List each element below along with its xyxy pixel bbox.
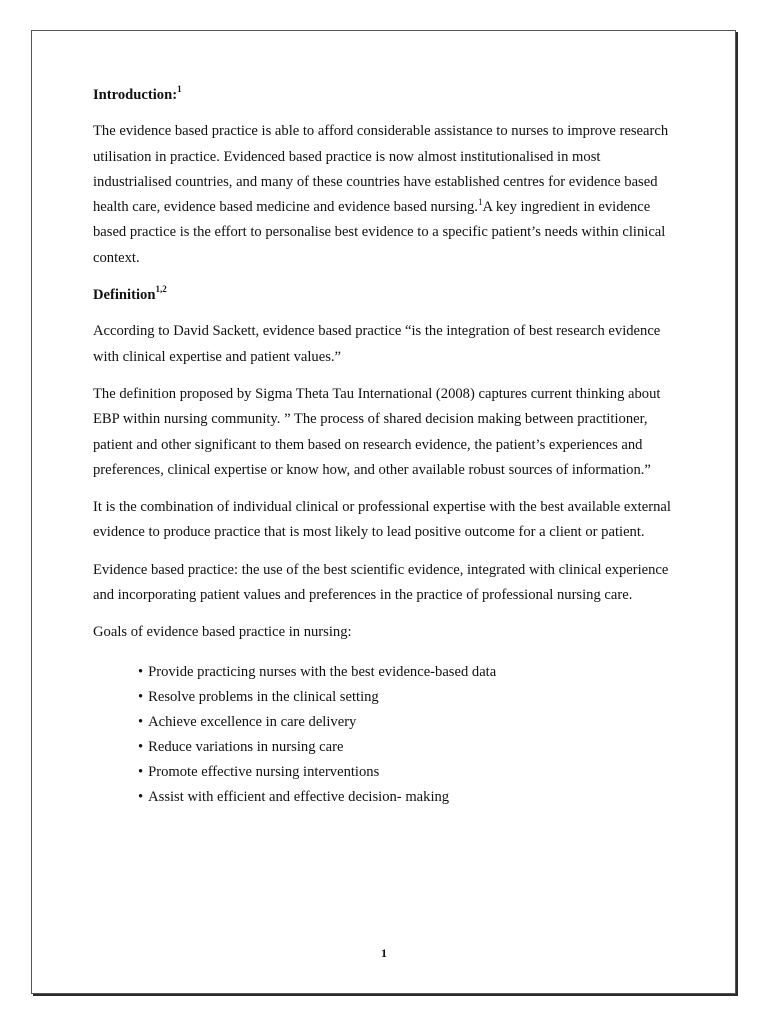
goal-item: • Assist with efficient and effective decision- making [138,785,673,810]
goal-item: • Achieve excellence in care delivery [138,710,673,735]
goal-item: • Reduce variations in nursing care [138,735,673,760]
definition-heading-ref: 1,2 [155,284,167,295]
page-number: 1 [381,946,387,960]
definition-paragraph-ebp: Evidence based practice: the use of the best scientific evidence, integrated with clinical experience and incorporating patient values and preferences in the practice of professional nursing care. [93,561,669,604]
goals-list [93,660,673,810]
introduction-paragraph-ref: 1 [477,197,483,208]
introduction-heading: Introduction:$^1$ [93,84,182,103]
document-body [93,83,673,810]
definition-paragraph-combination: It is the combination of individual clinical or professional expertise with the best available external evidence to produce practice that is most likely to lead positive outcome for a client or patient. [93,499,671,541]
introduction-paragraph: The evidence based practice is able to afford considerable assistance to nurses to improve research utilisation in practice. Evidenced based practice is now almost institutionalised in most industrialised countries, and many of these countries have established centres for evidence based health care, evidence based medicine and evidence based nursing.$^1$A key ingredient in evidence based practice is the effort to personalise best evidence to a specific patient’s needs within clinical context. [93,123,669,266]
introduction-heading-ref: 1 [177,84,182,95]
goals-intro: Goals of evidence based practice in nursing: [93,624,352,641]
goal-item: • Provide practicing nurses with the best evidence-based data [138,660,673,685]
goal-item: • Promote effective nursing interventions [138,760,673,785]
definition-paragraph-sigma-theta-tau: The definition proposed by Sigma Theta Tau International (2008) captures current thinking about EBP within nursing community. ” The process of shared decision making between practitioner, patient and other significant to them based on research evidence, the patient’s experiences and preferences, clinical expertise or know how, and other available robust sources of information.” [93,385,661,478]
definition-heading: Definition$^{1,2}$ [93,284,167,304]
definition-paragraph-sackett: According to David Sackett, evidence based practice “is the integration of best research evidence with clinical expertise and patient values.” [93,323,661,365]
goal-item: • Resolve problems in the clinical setting [138,685,673,710]
